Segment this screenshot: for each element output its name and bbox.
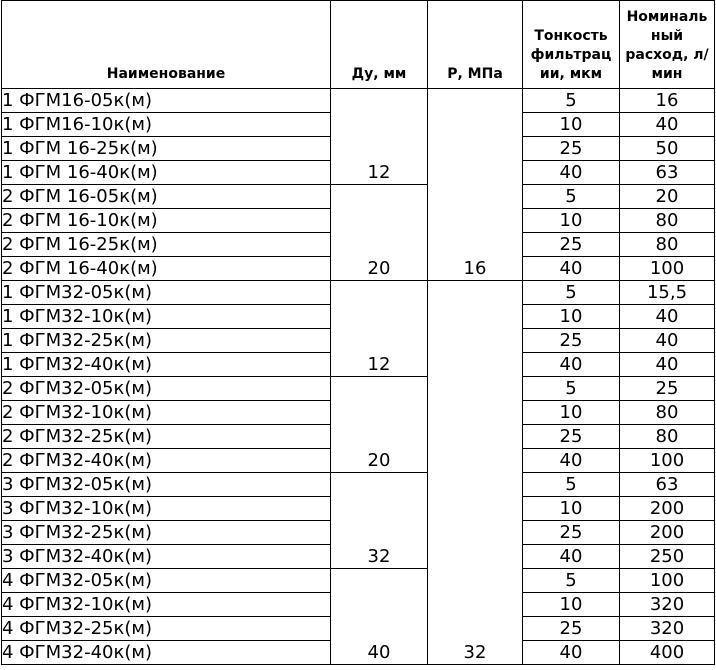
cell-name: 2 ФГМ 16-10к(м)	[2, 209, 331, 233]
cell-name: 4 ФГМ32-40к(м)	[2, 641, 331, 665]
cell-fineness: 25	[523, 617, 620, 641]
cell-name: 3 ФГМ32-05к(м)	[2, 473, 331, 497]
cell-flow: 200	[620, 521, 715, 545]
cell-flow: 20	[620, 185, 715, 209]
cell-flow: 50	[620, 137, 715, 161]
cell-flow: 80	[620, 425, 715, 449]
cell-fineness: 10	[523, 497, 620, 521]
cell-flow: 40	[620, 113, 715, 137]
cell-fineness: 5	[523, 377, 620, 401]
cell-fineness: 25	[523, 233, 620, 257]
cell-fineness: 10	[523, 305, 620, 329]
cell-flow: 40	[620, 305, 715, 329]
cell-fineness: 40	[523, 353, 620, 377]
header-dn: Ду, мм	[331, 1, 428, 89]
cell-fineness: 10	[523, 401, 620, 425]
cell-name: 2 ФГМ 16-05к(м)	[2, 185, 331, 209]
header-flow: Номиналь ный расход, л/мин	[620, 1, 715, 89]
cell-fineness: 25	[523, 137, 620, 161]
cell-flow: 80	[620, 233, 715, 257]
cell-flow: 200	[620, 497, 715, 521]
cell-flow: 320	[620, 593, 715, 617]
table-row	[2, 377, 715, 401]
cell-name: 3 ФГМ32-40к(м)	[2, 545, 331, 569]
cell-name: 2 ФГМ32-05к(м)	[2, 377, 331, 401]
table-row	[2, 89, 715, 113]
cell-dn: 32	[331, 473, 428, 569]
header-name: Наименование	[2, 1, 331, 89]
cell-pressure: 16	[428, 89, 523, 281]
cell-name: 1 ФГМ16-10к(м)	[2, 113, 331, 137]
cell-name: 2 ФГМ32-10к(м)	[2, 401, 331, 425]
header-fineness: Тонкость фильтрац ии, мкм	[523, 1, 620, 89]
cell-name: 2 ФГМ 16-40к(м)	[2, 257, 331, 281]
cell-fineness: 40	[523, 161, 620, 185]
cell-flow: 25	[620, 377, 715, 401]
cell-flow: 16	[620, 89, 715, 113]
cell-flow: 40	[620, 353, 715, 377]
table-row	[2, 281, 715, 305]
cell-fineness: 5	[523, 473, 620, 497]
filter-spec-table	[1, 0, 715, 665]
cell-flow: 100	[620, 257, 715, 281]
table-body	[2, 89, 715, 665]
cell-fineness: 25	[523, 425, 620, 449]
table-row	[2, 569, 715, 593]
cell-name: 1 ФГМ32-25к(м)	[2, 329, 331, 353]
cell-dn: 20	[331, 185, 428, 281]
cell-flow: 80	[620, 209, 715, 233]
cell-name: 2 ФГМ32-40к(м)	[2, 449, 331, 473]
cell-fineness: 25	[523, 329, 620, 353]
cell-dn: 12	[331, 281, 428, 377]
cell-dn: 20	[331, 377, 428, 473]
cell-flow: 100	[620, 569, 715, 593]
cell-fineness: 5	[523, 281, 620, 305]
cell-fineness: 5	[523, 185, 620, 209]
cell-name: 3 ФГМ32-10к(м)	[2, 497, 331, 521]
cell-name: 1 ФГМ32-40к(м)	[2, 353, 331, 377]
cell-fineness: 10	[523, 209, 620, 233]
cell-name: 1 ФГМ32-05к(м)	[2, 281, 331, 305]
table-row	[2, 185, 715, 209]
cell-name: 4 ФГМ32-05к(м)	[2, 569, 331, 593]
cell-fineness: 40	[523, 257, 620, 281]
cell-fineness: 40	[523, 545, 620, 569]
cell-dn: 40	[331, 569, 428, 665]
cell-fineness: 25	[523, 521, 620, 545]
cell-name: 1 ФГМ32-10к(м)	[2, 305, 331, 329]
cell-flow: 63	[620, 161, 715, 185]
table-row	[2, 473, 715, 497]
header-pressure: Р, МПа	[428, 1, 523, 89]
cell-fineness: 40	[523, 449, 620, 473]
cell-flow: 400	[620, 641, 715, 665]
cell-flow: 320	[620, 617, 715, 641]
cell-flow: 63	[620, 473, 715, 497]
cell-fineness: 5	[523, 89, 620, 113]
cell-fineness: 10	[523, 593, 620, 617]
cell-fineness: 5	[523, 569, 620, 593]
cell-name: 3 ФГМ32-25к(м)	[2, 521, 331, 545]
cell-flow: 250	[620, 545, 715, 569]
header-row	[2, 1, 715, 89]
cell-name: 4 ФГМ32-25к(м)	[2, 617, 331, 641]
cell-flow: 40	[620, 329, 715, 353]
cell-flow: 100	[620, 449, 715, 473]
cell-name: 2 ФГМ 16-25к(м)	[2, 233, 331, 257]
cell-name: 2 ФГМ32-25к(м)	[2, 425, 331, 449]
cell-pressure: 32	[428, 281, 523, 665]
cell-flow: 80	[620, 401, 715, 425]
cell-name: 1 ФГМ 16-40к(м)	[2, 161, 331, 185]
cell-dn: 12	[331, 89, 428, 185]
cell-name: 1 ФГМ 16-25к(м)	[2, 137, 331, 161]
cell-name: 1 ФГМ16-05к(м)	[2, 89, 331, 113]
cell-flow: 15,5	[620, 281, 715, 305]
cell-fineness: 10	[523, 113, 620, 137]
cell-fineness: 40	[523, 641, 620, 665]
cell-name: 4 ФГМ32-10к(м)	[2, 593, 331, 617]
